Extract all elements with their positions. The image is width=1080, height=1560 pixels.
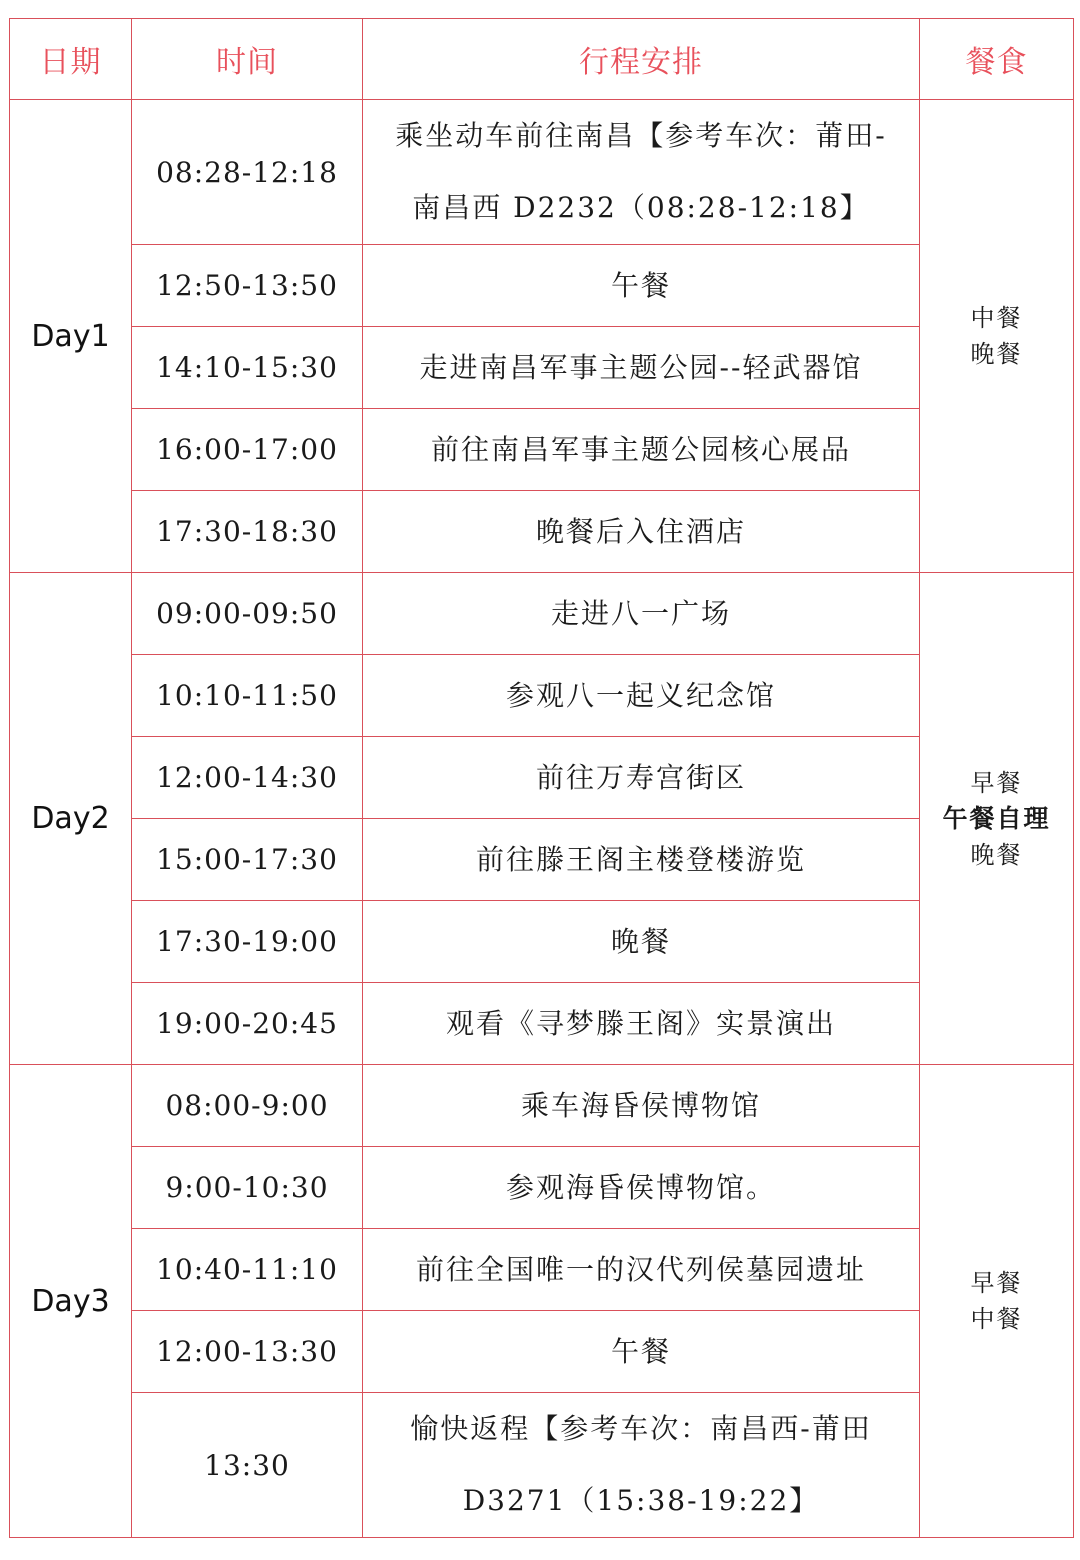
time-cell: 9:00-10:30 bbox=[132, 1147, 363, 1229]
meals-cell bbox=[920, 1065, 1074, 1538]
itinerary-table bbox=[9, 18, 1074, 1538]
plan-line: 前往全国唯一的汉代列侯墓园遗址 bbox=[415, 1252, 866, 1286]
plan-cell bbox=[363, 327, 920, 409]
table-row bbox=[10, 1311, 1074, 1393]
header-row bbox=[10, 19, 1074, 100]
plan-cell bbox=[363, 1065, 920, 1147]
day-label: Day1 bbox=[10, 100, 132, 573]
time-cell: 16:00-17:00 bbox=[132, 409, 363, 491]
table-row bbox=[10, 1393, 1074, 1538]
meal-item: 早餐 bbox=[970, 1269, 1023, 1297]
meal-item: 晚餐 bbox=[970, 340, 1023, 368]
table-row bbox=[10, 327, 1074, 409]
time-cell: 12:00-13:30 bbox=[132, 1311, 363, 1393]
plan-line: 乘坐动车前往南昌【参考车次：莆田- bbox=[395, 119, 887, 152]
plan-cell bbox=[363, 655, 920, 737]
itinerary-body bbox=[10, 100, 1074, 1538]
time-cell: 10:40-11:10 bbox=[132, 1229, 363, 1311]
table-row bbox=[10, 655, 1074, 737]
meals-cell bbox=[920, 100, 1074, 573]
plan-line: 南昌西 D2232（08:28-12:18】 bbox=[412, 191, 870, 224]
table-row bbox=[10, 409, 1074, 491]
plan-cell bbox=[363, 573, 920, 655]
time-cell: 15:00-17:30 bbox=[132, 819, 363, 901]
time-cell: 12:00-14:30 bbox=[132, 737, 363, 819]
time-cell: 08:00-9:00 bbox=[132, 1065, 363, 1147]
plan-line: 午餐 bbox=[610, 268, 671, 302]
day-label: Day3 bbox=[10, 1065, 132, 1538]
time-cell: 10:10-11:50 bbox=[132, 655, 363, 737]
plan-line: 前往滕王阁主楼登楼游览 bbox=[475, 842, 806, 876]
plan-cell bbox=[363, 491, 920, 573]
plan-line: 走进南昌军事主题公园--轻武器馆 bbox=[419, 350, 863, 384]
header-meals: 餐食 bbox=[920, 19, 1074, 100]
plan-cell bbox=[363, 1311, 920, 1393]
plan-cell bbox=[363, 901, 920, 983]
time-cell: 19:00-20:45 bbox=[132, 983, 363, 1065]
header-plan: 行程安排 bbox=[363, 19, 920, 100]
plan-cell bbox=[363, 1393, 920, 1538]
plan-line: 参观八一起义纪念馆 bbox=[505, 678, 776, 712]
time-cell: 17:30-19:00 bbox=[132, 901, 363, 983]
plan-cell bbox=[363, 737, 920, 819]
plan-line: 午餐 bbox=[610, 1334, 671, 1368]
plan-line: 走进八一广场 bbox=[550, 596, 731, 630]
plan-line: 前往万寿宫街区 bbox=[535, 760, 746, 794]
meal-item: 中餐 bbox=[970, 304, 1023, 332]
plan-cell bbox=[363, 1147, 920, 1229]
meal-item: 午餐自理 bbox=[942, 803, 1051, 833]
plan-cell bbox=[363, 819, 920, 901]
table-row bbox=[10, 901, 1074, 983]
table-row bbox=[10, 245, 1074, 327]
plan-cell bbox=[363, 1229, 920, 1311]
table-row bbox=[10, 100, 1074, 245]
table-row bbox=[10, 819, 1074, 901]
time-cell: 13:30 bbox=[132, 1393, 363, 1538]
table-row bbox=[10, 1065, 1074, 1147]
time-cell: 09:00-09:50 bbox=[132, 573, 363, 655]
header-time: 时间 bbox=[132, 19, 363, 100]
plan-line: 乘车海昏侯博物馆 bbox=[520, 1088, 761, 1122]
plan-line: 观看《寻梦滕王阁》实景演出 bbox=[445, 1006, 836, 1040]
plan-cell bbox=[363, 100, 920, 245]
day-label: Day2 bbox=[10, 573, 132, 1065]
meals-cell bbox=[920, 573, 1074, 1065]
time-cell: 12:50-13:50 bbox=[132, 245, 363, 327]
plan-line: 参观海昏侯博物馆。 bbox=[505, 1170, 776, 1204]
header-date: 日期 bbox=[10, 19, 132, 100]
table-row bbox=[10, 1229, 1074, 1311]
time-cell: 08:28-12:18 bbox=[132, 100, 363, 245]
table-row bbox=[10, 1147, 1074, 1229]
plan-line: 晚餐后入住酒店 bbox=[535, 514, 746, 548]
table-row bbox=[10, 573, 1074, 655]
plan-line: 前往南昌军事主题公园核心展品 bbox=[430, 432, 851, 466]
meal-item: 早餐 bbox=[970, 768, 1023, 797]
time-cell: 14:10-15:30 bbox=[132, 327, 363, 409]
table-row bbox=[10, 737, 1074, 819]
time-cell: 17:30-18:30 bbox=[132, 491, 363, 573]
plan-line: D3271（15:38-19:22】 bbox=[462, 1484, 820, 1517]
table-row bbox=[10, 983, 1074, 1065]
table-row bbox=[10, 491, 1074, 573]
plan-cell bbox=[363, 245, 920, 327]
plan-cell bbox=[363, 409, 920, 491]
meal-item: 中餐 bbox=[970, 1305, 1023, 1333]
plan-line: 晚餐 bbox=[610, 924, 671, 958]
meal-item: 晚餐 bbox=[970, 840, 1023, 869]
plan-line: 愉快返程【参考车次：南昌西-莆田 bbox=[410, 1412, 872, 1445]
plan-cell bbox=[363, 983, 920, 1065]
